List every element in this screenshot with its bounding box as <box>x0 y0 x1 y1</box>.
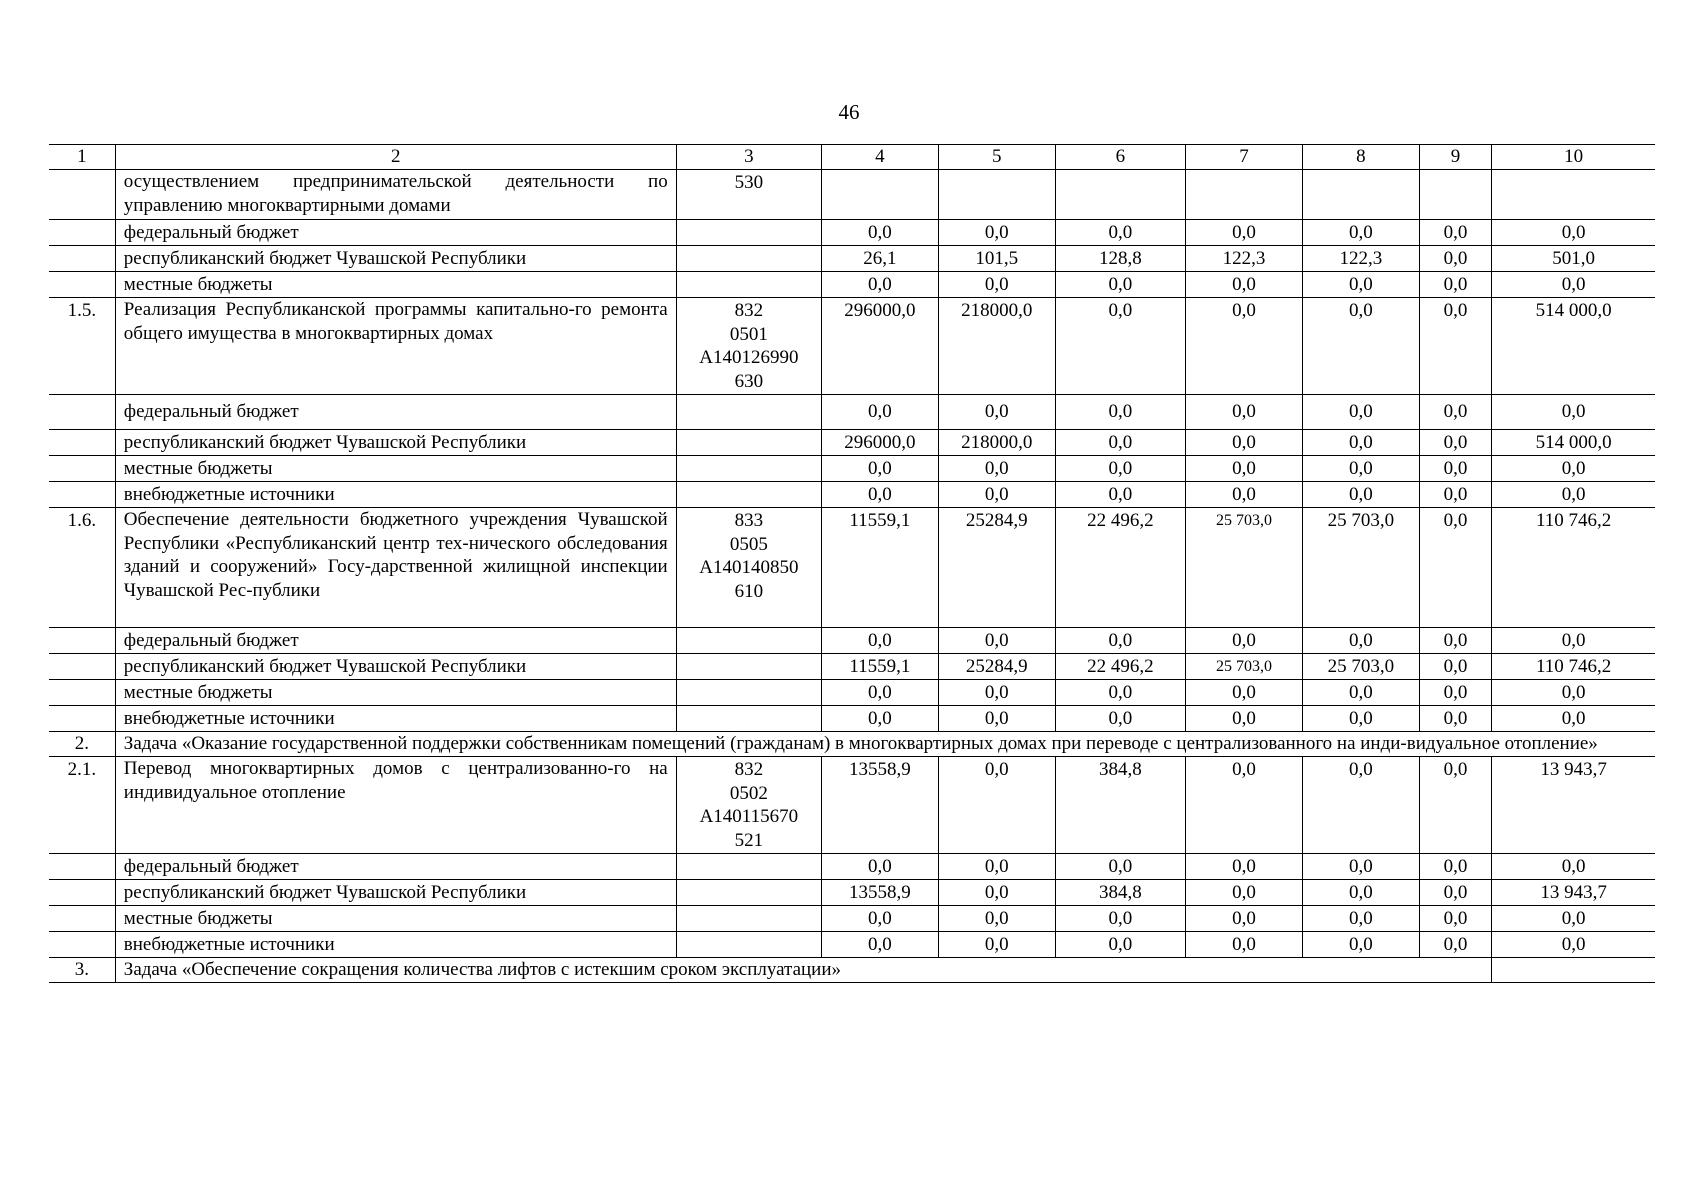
amount-cell-col-4 <box>821 170 938 220</box>
amount-cell-col-9: 0,0 <box>1419 246 1492 272</box>
budget-code-cell <box>676 854 821 880</box>
amount-cell-col-8: 0,0 <box>1302 395 1419 430</box>
amount-cell-col-4: 0,0 <box>821 272 938 298</box>
amount-cell-col-4: 0,0 <box>821 628 938 654</box>
amount-cell-col-5: 25284,9 <box>938 654 1055 680</box>
description-cell: местные бюджеты <box>115 456 676 482</box>
item-number-cell <box>49 482 115 508</box>
amount-cell-col-4: 11559,1 <box>821 508 938 628</box>
amount-cell-col-7: 0,0 <box>1186 482 1303 508</box>
description-cell: федеральный бюджет <box>115 628 676 654</box>
amount-cell-col-7: 0,0 <box>1186 906 1303 932</box>
amount-cell-col-9: 0,0 <box>1419 680 1492 706</box>
amount-cell-col-7: 25 703,0 <box>1186 654 1303 680</box>
description-cell: внебюджетные источники <box>115 932 676 958</box>
amount-cell-col-5: 0,0 <box>938 628 1055 654</box>
description-cell: местные бюджеты <box>115 272 676 298</box>
budget-source-row <box>49 906 1655 932</box>
amount-cell-col-8: 0,0 <box>1302 854 1419 880</box>
amount-cell-col-9: 0,0 <box>1419 430 1492 456</box>
amount-cell-col-4: 26,1 <box>821 246 938 272</box>
item-number-cell <box>49 456 115 482</box>
task-row <box>49 958 1655 983</box>
amount-cell-col-7: 0,0 <box>1186 430 1303 456</box>
description-cell: внебюджетные источники <box>115 482 676 508</box>
budget-code-line: 610 <box>734 580 764 602</box>
budget-code-line: 521 <box>734 829 764 851</box>
item-number-cell <box>49 654 115 680</box>
measure-row <box>49 757 1655 854</box>
amount-cell-col-6: 0,0 <box>1055 430 1186 456</box>
budget-source-row <box>49 932 1655 958</box>
budget-source-row <box>49 220 1655 246</box>
budget-code-line: А140140850 <box>699 557 799 578</box>
amount-cell-col-7: 0,0 <box>1186 456 1303 482</box>
amount-cell-col-8: 122,3 <box>1302 246 1419 272</box>
amount-cell-col-10: 0,0 <box>1492 854 1655 880</box>
amount-cell-col-5: 101,5 <box>938 246 1055 272</box>
budget-source-row <box>49 395 1655 430</box>
budget-code-cell <box>676 430 821 456</box>
description-cell: внебюджетные источники <box>115 706 676 732</box>
amount-cell-col-5: 0,0 <box>938 680 1055 706</box>
amount-cell-col-9: 0,0 <box>1419 628 1492 654</box>
item-number-cell: 1.5. <box>49 298 115 395</box>
amount-cell-col-10: 0,0 <box>1492 706 1655 732</box>
amount-cell-col-9: 0,0 <box>1419 482 1492 508</box>
amount-cell-col-4: 0,0 <box>821 456 938 482</box>
amount-cell-col-6: 384,8 <box>1055 757 1186 854</box>
budget-code-cell <box>676 654 821 680</box>
description-cell: республиканский бюджет Чувашской Республики <box>115 430 676 456</box>
amount-cell-col-6: 0,0 <box>1055 482 1186 508</box>
amount-cell-col-7: 0,0 <box>1186 706 1303 732</box>
budget-code-cell <box>676 680 821 706</box>
amount-cell-col-10: 110 746,2 <box>1492 508 1655 628</box>
amount-cell-col-9: 0,0 <box>1419 854 1492 880</box>
description-cell: местные бюджеты <box>115 906 676 932</box>
amount-cell-col-10: 13 943,7 <box>1492 880 1655 906</box>
description-cell: Перевод многоквартирных домов с централизованно-го на индивидуальное отопление <box>115 757 676 854</box>
amount-cell-col-6: 0,0 <box>1055 932 1186 958</box>
amount-cell-col-5: 0,0 <box>938 706 1055 732</box>
description-cell: местные бюджеты <box>115 680 676 706</box>
amount-cell-col-5: 218000,0 <box>938 430 1055 456</box>
amount-cell-col-9: 0,0 <box>1419 508 1492 628</box>
description-cell: федеральный бюджет <box>115 854 676 880</box>
amount-cell-col-4: 0,0 <box>821 482 938 508</box>
budget-code-line: 0502 <box>729 782 768 804</box>
item-number-cell <box>49 220 115 246</box>
amount-cell-col-4: 0,0 <box>821 706 938 732</box>
amount-cell-col-6: 0,0 <box>1055 680 1186 706</box>
budget-code-line: 630 <box>734 370 764 392</box>
budget-source-row <box>49 706 1655 732</box>
description-cell: республиканский бюджет Чувашской Республики <box>115 246 676 272</box>
description-cell: осуществлением предпринимательской деятельности по управлению многоквартирными домами <box>115 170 676 220</box>
amount-cell-col-8 <box>1302 170 1419 220</box>
amount-cell-col-10: 514 000,0 <box>1492 430 1655 456</box>
budget-code-cell <box>676 170 821 220</box>
item-number-cell <box>49 906 115 932</box>
amount-cell-col-10 <box>1492 170 1655 220</box>
amount-cell-col-10: 0,0 <box>1492 680 1655 706</box>
amount-cell-col-9: 0,0 <box>1419 880 1492 906</box>
budget-code-line: 833 <box>734 510 764 531</box>
amount-cell-col-9: 0,0 <box>1419 654 1492 680</box>
amount-cell-col-10: 110 746,2 <box>1492 654 1655 680</box>
column-number-cell: 7 <box>1186 145 1303 170</box>
amount-cell-col-6: 22 496,2 <box>1055 654 1186 680</box>
amount-cell-col-9: 0,0 <box>1419 395 1492 430</box>
measure-row <box>49 508 1655 628</box>
amount-cell-col-6: 0,0 <box>1055 456 1186 482</box>
amount-cell-col-5: 218000,0 <box>938 298 1055 395</box>
budget-code-line: 0505 <box>729 533 768 555</box>
amount-cell-col-7: 0,0 <box>1186 298 1303 395</box>
amount-cell-col-8: 25 703,0 <box>1302 508 1419 628</box>
budget-code-cell <box>676 628 821 654</box>
amount-cell-col-7: 0,0 <box>1186 932 1303 958</box>
amount-cell-col-10: 0,0 <box>1492 932 1655 958</box>
budget-code-cell <box>676 706 821 732</box>
amount-cell-col-8: 0,0 <box>1302 628 1419 654</box>
amount-cell-col-6: 0,0 <box>1055 395 1186 430</box>
amount-cell-col-7: 0,0 <box>1186 680 1303 706</box>
amount-cell-col-6: 0,0 <box>1055 706 1186 732</box>
amount-cell-col-7: 0,0 <box>1186 854 1303 880</box>
item-number-cell <box>49 854 115 880</box>
budget-source-row <box>49 680 1655 706</box>
amount-cell-col-8: 0,0 <box>1302 456 1419 482</box>
column-number-cell: 1 <box>49 145 115 170</box>
amount-cell-col-8: 0,0 <box>1302 482 1419 508</box>
amount-cell-col-10: 0,0 <box>1492 628 1655 654</box>
column-number-cell: 10 <box>1492 145 1655 170</box>
amount-cell-col-4: 0,0 <box>821 680 938 706</box>
column-number-cell: 9 <box>1419 145 1492 170</box>
column-number-row <box>49 145 1655 170</box>
item-number-cell <box>49 628 115 654</box>
description-cell: федеральный бюджет <box>115 220 676 246</box>
amount-cell-col-9: 0,0 <box>1419 906 1492 932</box>
budget-code-cell <box>676 508 821 628</box>
amount-cell-col-4: 11559,1 <box>821 654 938 680</box>
amount-cell-col-10: 13 943,7 <box>1492 757 1655 854</box>
amount-cell-col-5: 0,0 <box>938 906 1055 932</box>
amount-cell-col-9: 0,0 <box>1419 272 1492 298</box>
budget-table-body <box>49 145 1655 983</box>
amount-cell-col-6: 0,0 <box>1055 854 1186 880</box>
amount-cell-col-4: 0,0 <box>821 906 938 932</box>
budget-code-cell <box>676 298 821 395</box>
amount-cell-col-8: 0,0 <box>1302 706 1419 732</box>
amount-cell-col-9: 0,0 <box>1419 757 1492 854</box>
amount-cell-col-4: 296000,0 <box>821 430 938 456</box>
amount-cell-col-6: 0,0 <box>1055 298 1186 395</box>
budget-source-row <box>49 246 1655 272</box>
budget-code-line: А140115670 <box>699 806 799 827</box>
measure-row <box>49 298 1655 395</box>
amount-cell-col-9: 0,0 <box>1419 932 1492 958</box>
budget-code-cell <box>676 757 821 854</box>
item-number-cell: 2.1. <box>49 757 115 854</box>
budget-code-line: А140126990 <box>699 347 799 368</box>
empty-cell <box>1492 958 1655 983</box>
amount-cell-col-5: 0,0 <box>938 854 1055 880</box>
budget-source-row <box>49 482 1655 508</box>
budget-source-row <box>49 880 1655 906</box>
amount-cell-col-7: 122,3 <box>1186 246 1303 272</box>
description-cell: Реализация Республиканской программы капитально-го ремонта общего имущества в многоквартирных домах <box>115 298 676 395</box>
amount-cell-col-8: 0,0 <box>1302 272 1419 298</box>
amount-cell-col-6: 0,0 <box>1055 628 1186 654</box>
amount-cell-col-7: 0,0 <box>1186 757 1303 854</box>
amount-cell-col-8: 0,0 <box>1302 220 1419 246</box>
amount-cell-col-9 <box>1419 170 1492 220</box>
amount-cell-col-10: 514 000,0 <box>1492 298 1655 395</box>
amount-cell-col-5: 0,0 <box>938 272 1055 298</box>
amount-cell-col-4: 0,0 <box>821 220 938 246</box>
amount-cell-col-6: 384,8 <box>1055 880 1186 906</box>
item-number-cell: 2. <box>49 732 115 757</box>
budget-code-cell <box>676 272 821 298</box>
budget-code-cell <box>676 246 821 272</box>
amount-cell-col-9: 0,0 <box>1419 220 1492 246</box>
amount-cell-col-6 <box>1055 170 1186 220</box>
item-number-cell <box>49 680 115 706</box>
amount-cell-col-8: 0,0 <box>1302 932 1419 958</box>
budget-code-line: 530 <box>734 172 764 193</box>
column-number-cell: 2 <box>115 145 676 170</box>
description-cell: республиканский бюджет Чувашской Республики <box>115 654 676 680</box>
item-number-cell <box>49 170 115 220</box>
amount-cell-col-4: 0,0 <box>821 932 938 958</box>
amount-cell-col-10: 0,0 <box>1492 395 1655 430</box>
amount-cell-col-5: 25284,9 <box>938 508 1055 628</box>
amount-cell-col-9: 0,0 <box>1419 456 1492 482</box>
column-number-cell: 4 <box>821 145 938 170</box>
amount-cell-col-8: 0,0 <box>1302 880 1419 906</box>
item-number-cell: 3. <box>49 958 115 983</box>
item-number-cell <box>49 272 115 298</box>
budget-source-row <box>49 654 1655 680</box>
task-description-cell: Задача «Обеспечение сокращения количества лифтов с истекшим сроком эксплуатации» <box>115 958 1492 983</box>
amount-cell-col-9: 0,0 <box>1419 298 1492 395</box>
amount-cell-col-10: 501,0 <box>1492 246 1655 272</box>
budget-code-line: 0501 <box>729 323 768 345</box>
budget-code-cell <box>676 906 821 932</box>
amount-cell-col-5: 0,0 <box>938 880 1055 906</box>
item-number-cell <box>49 246 115 272</box>
amount-cell-col-4: 13558,9 <box>821 880 938 906</box>
task-description-cell: Задача «Оказание государственной поддержки собственникам помещений (гражданам) в многоквартирных домах при переводе с централизованного на инди-видуальное отопление» <box>115 732 1655 757</box>
measure-row <box>49 170 1655 220</box>
column-number-cell: 5 <box>938 145 1055 170</box>
budget-source-row <box>49 854 1655 880</box>
budget-code-cell <box>676 880 821 906</box>
amount-cell-col-5: 0,0 <box>938 395 1055 430</box>
amount-cell-col-8: 0,0 <box>1302 298 1419 395</box>
budget-code-cell <box>676 220 821 246</box>
column-number-cell: 6 <box>1055 145 1186 170</box>
item-number-cell <box>49 706 115 732</box>
item-number-cell <box>49 395 115 430</box>
amount-cell-col-10: 0,0 <box>1492 906 1655 932</box>
budget-source-row <box>49 628 1655 654</box>
description-cell: республиканский бюджет Чувашской Республики <box>115 880 676 906</box>
item-number-cell: 1.6. <box>49 508 115 628</box>
amount-cell-col-10: 0,0 <box>1492 456 1655 482</box>
amount-cell-col-6: 128,8 <box>1055 246 1186 272</box>
column-number-cell: 3 <box>676 145 821 170</box>
budget-code-line: 832 <box>734 300 764 321</box>
budget-table <box>49 144 1655 983</box>
amount-cell-col-5 <box>938 170 1055 220</box>
budget-code-cell <box>676 932 821 958</box>
amount-cell-col-4: 296000,0 <box>821 298 938 395</box>
amount-cell-col-7: 0,0 <box>1186 220 1303 246</box>
description-cell: Обеспечение деятельности бюджетного учреждения Чувашской Республики «Республиканский центр тех-нического обследования зданий и сооружений» Госу-дарственной жилищной инспекции Чувашской Рес-публики <box>115 508 676 628</box>
amount-cell-col-5: 0,0 <box>938 932 1055 958</box>
amount-cell-col-6: 22 496,2 <box>1055 508 1186 628</box>
budget-source-row <box>49 272 1655 298</box>
budget-code-cell <box>676 482 821 508</box>
amount-cell-col-6: 0,0 <box>1055 272 1186 298</box>
budget-code-cell <box>676 456 821 482</box>
description-cell: федеральный бюджет <box>115 395 676 430</box>
amount-cell-col-6: 0,0 <box>1055 220 1186 246</box>
amount-cell-col-5: 0,0 <box>938 757 1055 854</box>
amount-cell-col-10: 0,0 <box>1492 272 1655 298</box>
task-row <box>49 732 1655 757</box>
budget-code-line: 832 <box>734 759 764 780</box>
item-number-cell <box>49 430 115 456</box>
amount-cell-col-8: 0,0 <box>1302 430 1419 456</box>
amount-cell-col-6: 0,0 <box>1055 906 1186 932</box>
amount-cell-col-8: 25 703,0 <box>1302 654 1419 680</box>
amount-cell-col-7: 0,0 <box>1186 395 1303 430</box>
amount-cell-col-7: 0,0 <box>1186 880 1303 906</box>
budget-source-row <box>49 456 1655 482</box>
amount-cell-col-7: 0,0 <box>1186 272 1303 298</box>
amount-cell-col-4: 0,0 <box>821 395 938 430</box>
item-number-cell <box>49 932 115 958</box>
budget-source-row <box>49 430 1655 456</box>
amount-cell-col-9: 0,0 <box>1419 706 1492 732</box>
amount-cell-col-5: 0,0 <box>938 456 1055 482</box>
amount-cell-col-7 <box>1186 170 1303 220</box>
amount-cell-col-4: 13558,9 <box>821 757 938 854</box>
amount-cell-col-4: 0,0 <box>821 854 938 880</box>
amount-cell-col-7: 25 703,0 <box>1186 508 1303 628</box>
amount-cell-col-5: 0,0 <box>938 220 1055 246</box>
amount-cell-col-8: 0,0 <box>1302 757 1419 854</box>
budget-code-cell <box>676 395 821 430</box>
amount-cell-col-8: 0,0 <box>1302 906 1419 932</box>
amount-cell-col-5: 0,0 <box>938 482 1055 508</box>
amount-cell-col-10: 0,0 <box>1492 482 1655 508</box>
amount-cell-col-7: 0,0 <box>1186 628 1303 654</box>
page-number: 46 <box>838 100 860 124</box>
amount-cell-col-8: 0,0 <box>1302 680 1419 706</box>
amount-cell-col-10: 0,0 <box>1492 220 1655 246</box>
item-number-cell <box>49 880 115 906</box>
column-number-cell: 8 <box>1302 145 1419 170</box>
